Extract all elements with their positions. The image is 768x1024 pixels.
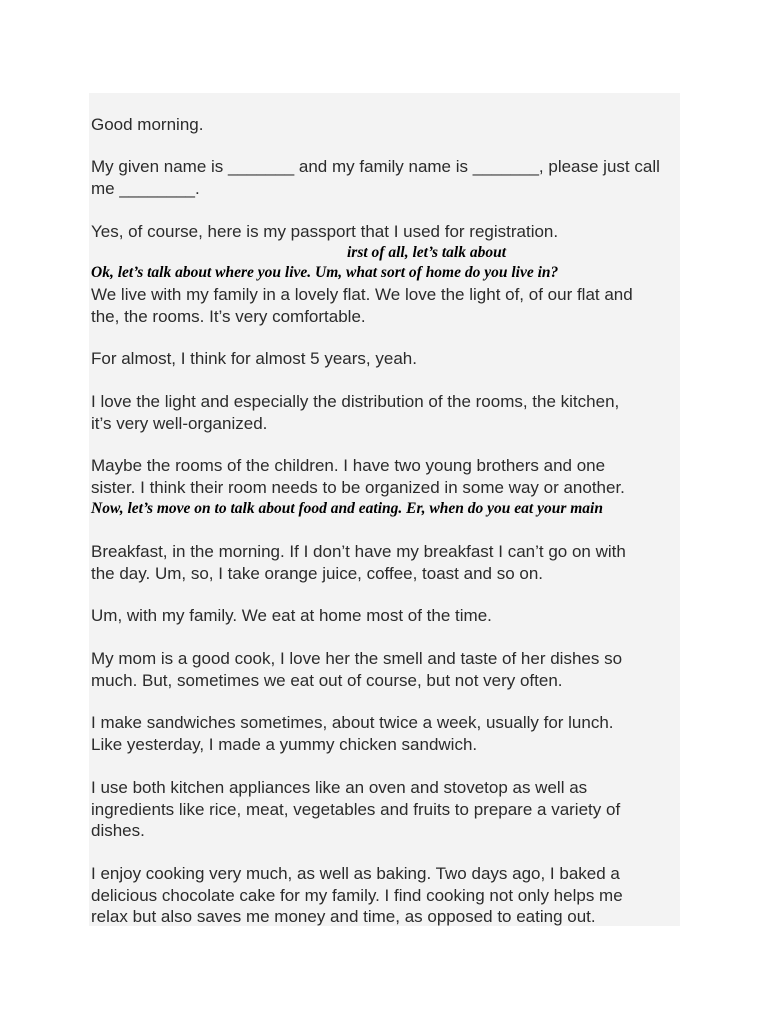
name-line-1: My given name is _______ and my family name is _______, please just call <box>91 157 660 176</box>
cook-answer-line-1: My mom is a good cook, I love her the smell and taste of her dishes so <box>91 649 623 668</box>
home-answer-line-2: the, the rooms. It’s very comfortable. <box>91 307 366 326</box>
duration-answer: For almost, I think for almost 5 years, yeah. <box>91 349 417 368</box>
greeting: Good morning. <box>91 115 204 134</box>
cook-answer-line-2: much. But, sometimes we eat out of course, but not very often. <box>91 671 563 690</box>
appliances-answer-line-3: dishes. <box>91 821 145 840</box>
appliances-answer-line-2: ingredients like rice, meat, vegetables and fruits to prepare a variety of <box>91 800 621 819</box>
sandwich-answer-line-2: Like yesterday, I made a yummy chicken sandwich. <box>91 735 478 754</box>
name-line-2: me ________. <box>91 179 200 198</box>
examiner-question-fragment: irst of all, let’s talk about <box>347 244 507 261</box>
cooking-answer-line-1: I enjoy cooking very much, as well as baking. Two days ago, I baked a <box>91 864 620 883</box>
passport-line: Yes, of course, here is my passport that I used for registration. <box>91 222 559 241</box>
change-answer-line-1: Maybe the rooms of the children. I have two young brothers and one <box>91 456 606 475</box>
change-answer-line-2: sister. I think their room needs to be organized in some way or another. <box>91 478 625 497</box>
document-text-block <box>89 93 680 926</box>
meal-answer-line-2: the day. Um, so, I take orange juice, coffee, toast and so on. <box>91 564 544 583</box>
meal-answer-line-1: Breakfast, in the morning. If I don’t have my breakfast I can’t go on with <box>91 542 626 561</box>
like-answer-line-1: I love the light and especially the distribution of the rooms, the kitchen, <box>91 392 620 411</box>
sandwich-answer-line-1: I make sandwiches sometimes, about twice a week, usually for lunch. <box>91 713 614 732</box>
examiner-question-home: Ok, let’s talk about where you live. Um, what sort of home do you live in? <box>91 264 559 281</box>
eat-with-answer: Um, with my family. We eat at home most of the time. <box>91 606 492 625</box>
like-answer-line-2: it’s very well-organized. <box>91 414 268 433</box>
cooking-answer-line-2: delicious chocolate cake for my family. I find cooking not only helps me <box>91 886 623 905</box>
cooking-answer-line-3: relax but also saves me money and time, as opposed to eating out. <box>91 907 596 926</box>
examiner-question-food: Now, let’s move on to talk about food and eating. Er, when do you eat your main <box>91 500 603 517</box>
appliances-answer-line-1: I use both kitchen appliances like an oven and stovetop as well as <box>91 778 588 797</box>
home-answer-line-1: We live with my family in a lovely flat. We love the light of, of our flat and <box>91 285 633 304</box>
